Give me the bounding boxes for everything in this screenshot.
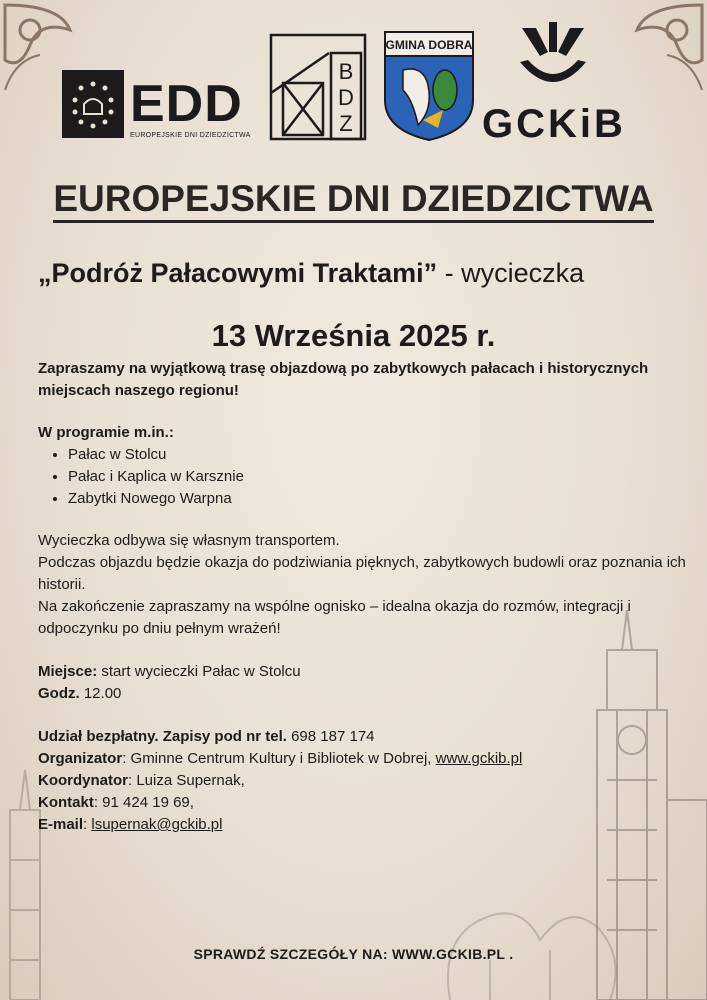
gckib-sun-symbol <box>514 22 592 94</box>
bdz-letter-z: Z <box>339 111 353 136</box>
contact-label: Kontakt <box>38 794 94 811</box>
email-line <box>38 814 693 836</box>
gmina-dobra-coat-of-arms <box>383 30 475 142</box>
place-label: Miejsce: <box>38 663 98 680</box>
email-link[interactable]: lsupernak@gckib.pl <box>91 816 223 833</box>
email-separator: : <box>83 816 92 833</box>
coordinator-value: : Luiza Supernak, <box>128 772 245 789</box>
footer-note: SPRAWDŹ SZCZEGÓŁY NA: WWW.GCKIB.PL . <box>193 946 514 962</box>
email-label: E-mail <box>38 816 84 833</box>
organizer-value: : Gminne Centrum Kultury i Bibliotek w Dobrej, <box>122 750 436 767</box>
signup-phone: 698 187 174 <box>286 728 375 745</box>
signup-label: Udział bezpłatny. Zapisy pod nr tel. <box>38 728 287 745</box>
closing-text: Na zakończenie zapraszamy na wspólne ognisko – idealna okazja do rozmów, integracji i odpoczynku po dniu pełnym wrażeń! <box>38 598 631 637</box>
program-list <box>38 444 693 510</box>
transport-text: Wycieczka odbywa się własnym transportem. <box>38 532 340 549</box>
edd-logo-subtitle: EUROPEJSKIE DNI DZIEDZICTWA <box>130 132 251 139</box>
signup-line <box>38 726 693 748</box>
organizer-label: Organizator <box>38 750 123 767</box>
place-line <box>38 661 693 683</box>
event-type: - wycieczka <box>437 258 585 288</box>
gmina-dobra-label: GMINA DOBRA <box>385 38 473 52</box>
time-line <box>38 683 693 705</box>
edd-logo-text: EDD <box>130 75 243 133</box>
trees-illustration <box>430 860 630 1000</box>
contact-value: : 91 424 19 69, <box>93 794 194 811</box>
list-item: • Zabytki Nowego Warpna <box>68 488 693 510</box>
list-item: • Pałac i Kaplica w Karsznie <box>68 466 693 488</box>
time-value: 12.00 <box>79 685 122 702</box>
organizer-line <box>38 748 693 770</box>
intro-text: Zapraszamy na wyjątkową trasę objazdową po zabytkowych pałacach i historycznych miejscach naszego regionu! <box>38 360 649 399</box>
list-item: • Pałac w Stolcu <box>68 444 693 466</box>
coordinator-line <box>38 770 693 792</box>
place-value: start wycieczki Pałac w Stolcu <box>97 663 301 680</box>
description-text: Podczas objazdu będzie okazja do podziwiania pięknych, zabytkowych budowli oraz poznania ich historii. <box>38 554 686 593</box>
bdz-logo <box>269 33 367 141</box>
coordinator-label: Koordynator <box>38 772 128 789</box>
event-subtitle <box>38 258 584 289</box>
contact-line <box>38 792 693 814</box>
gckib-logo-text: GCKiB <box>482 102 626 146</box>
eu-stars-logo <box>62 70 124 138</box>
website-link[interactable]: www.gckib.pl <box>435 750 523 767</box>
bdz-letter-b: B <box>338 59 354 84</box>
program-heading: W programie m.in.: <box>38 424 174 441</box>
event-name: „Podróż Pałacowymi Traktami” <box>38 258 438 288</box>
bdz-letter-d: D <box>338 85 354 110</box>
event-date: 13 Września 2025 r. <box>211 318 496 353</box>
page-title-text: EUROPEJSKIE DNI DZIEDZICTWA <box>53 178 653 223</box>
time-label: Godz. <box>38 685 80 702</box>
page-title <box>0 178 707 220</box>
event-details <box>38 358 693 836</box>
logo-bar <box>0 28 707 148</box>
